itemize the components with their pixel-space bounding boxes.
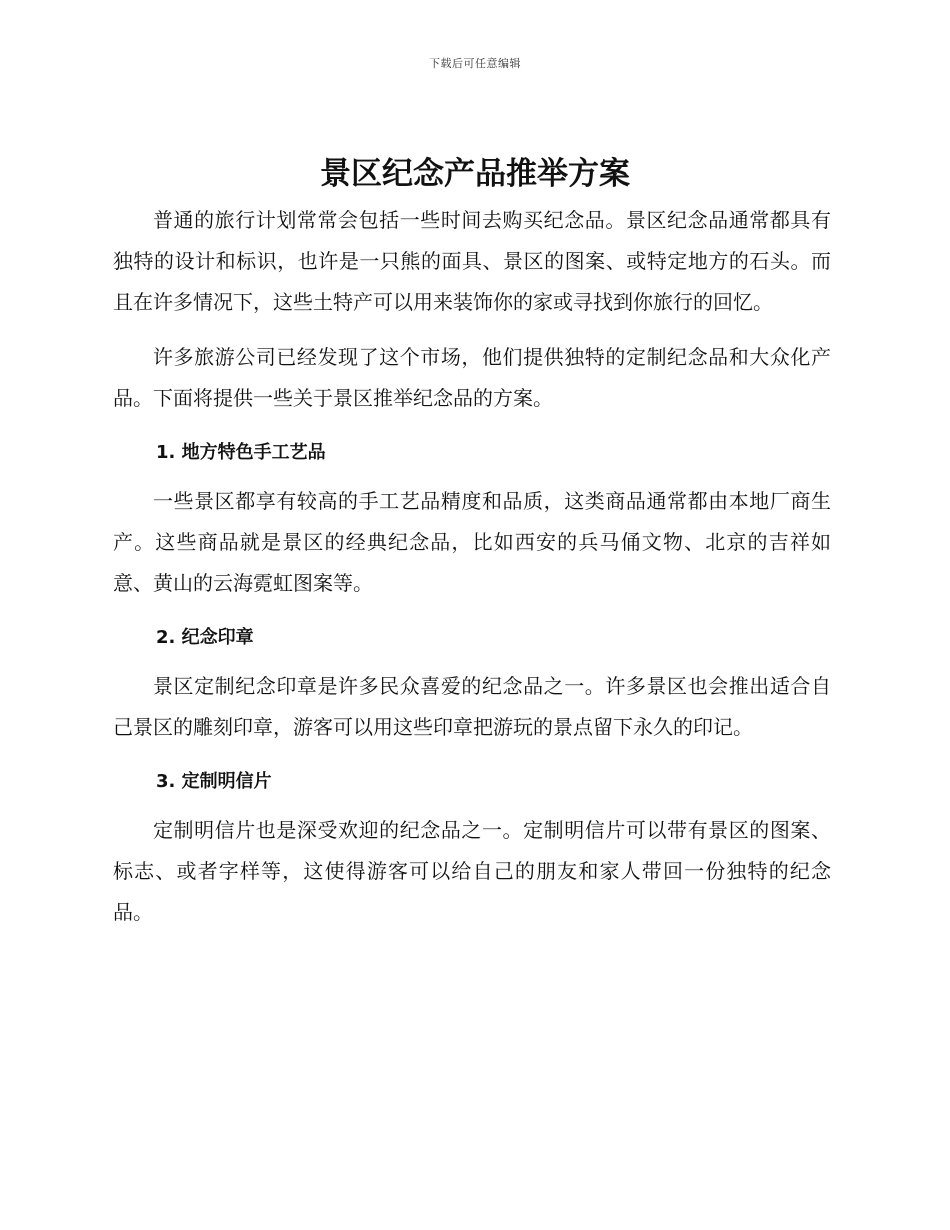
intro-paragraph-2: 许多旅游公司已经发现了这个市场，他们提供独特的定制纪念品和大众化产品。下面将提供一些关于景区推举纪念品的方案。 [113, 345, 831, 410]
header-note: 下载后可任意编辑 [429, 57, 521, 70]
section-heading-1: 1. 地方特色手工艺品 [156, 442, 326, 463]
intro-paragraph-1: 普通的旅行计划常常会包括一些时间去购买纪念品。景区纪念品通常都具有独特的设计和标识，也许是一只熊的面具、景区的图案、或特定地方的石头。而且在许多情况下，这些土特产可以用来装饰你的家或寻找到你旅行的回忆。 [113, 208, 831, 314]
section-body-3: 定制明信片也是深受欢迎的纪念品之一。定制明信片可以带有景区的图案、标志、或者字样等，这使得游客可以给自己的朋友和家人带回一份独特的纪念品。 [113, 818, 831, 924]
section-3 [113, 762, 831, 933]
section-body-2: 景区定制纪念印章是许多民众喜爱的纪念品之一。许多景区也会推出适合自己景区的雕刻印章，游客可以用这些印章把游玩的景点留下永久的印记。 [113, 674, 831, 739]
document-body [113, 200, 831, 947]
section-heading-3: 3. 定制明信片 [156, 771, 272, 792]
section-body-1: 一些景区都享有较高的手工艺品精度和品质，这类商品通常都由本地厂商生产。这些商品就是景区的经典纪念品，比如西安的兵马俑文物、北京的吉祥如意、黄山的云海霓虹图案等。 [113, 489, 831, 595]
section-1 [113, 433, 831, 604]
section-2 [113, 618, 831, 748]
document-title: 景区纪念产品推举方案 [320, 156, 630, 192]
section-heading-2: 2. 纪念印章 [156, 627, 254, 648]
